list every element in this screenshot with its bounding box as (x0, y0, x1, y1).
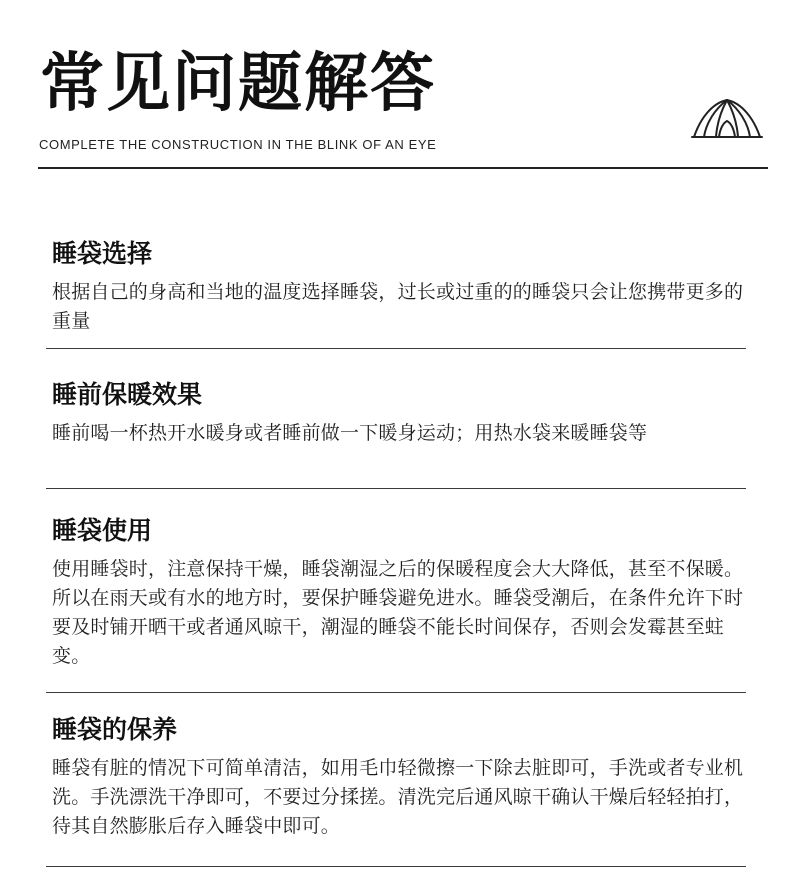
section-sleeping-bag-use (52, 518, 752, 671)
header-divider (38, 167, 768, 169)
section-sleeping-bag-choice (52, 241, 752, 336)
section-title: 睡前保暖效果 (52, 380, 203, 409)
page-title: 常见问题解答 (40, 47, 436, 121)
section-divider (46, 348, 746, 349)
section-divider (46, 692, 746, 693)
section-title: 睡袋的保养 (52, 715, 178, 744)
section-divider (46, 866, 746, 867)
section-body: 根据自己的身高和当地的温度选择睡袋，过长或过重的的睡袋只会让您携带更多的重量 (52, 281, 744, 332)
page-subtitle: COMPLETE THE CONSTRUCTION IN THE BLINK OF AN EYE (39, 137, 437, 152)
section-title: 睡袋选择 (52, 239, 153, 268)
section-body: 睡前喝一杯热开水暖身或者睡前做一下暖身运动；用热水袋来暖睡袋等 (52, 422, 648, 444)
section-sleeping-bag-care (52, 717, 752, 841)
section-divider (46, 488, 746, 489)
section-body: 使用睡袋时，注意保持干燥，睡袋潮湿之后的保暖程度会大大降低，甚至不保暖。所以在雨天或有水的地方时，要保护睡袋避免进水。睡袋受潮后，在条件允许下时要及时铺开晒干或者通风晾干，潮湿的睡袋不能长时间保存，否则会发霉甚至蛀变。 (52, 558, 744, 667)
tent-icon (690, 93, 764, 141)
section-bedtime-warmth (52, 382, 752, 448)
section-body: 睡袋有脏的情况下可简单清洁，如用毛巾轻微擦一下除去脏即可，手洗或者专业机洗。手洗漂洗干净即可，不要过分揉搓。清洗完后通风晾干确认干燥后轻轻拍打，待其自然膨胀后存入睡袋中即可。 (52, 757, 744, 837)
section-title: 睡袋使用 (52, 516, 153, 545)
